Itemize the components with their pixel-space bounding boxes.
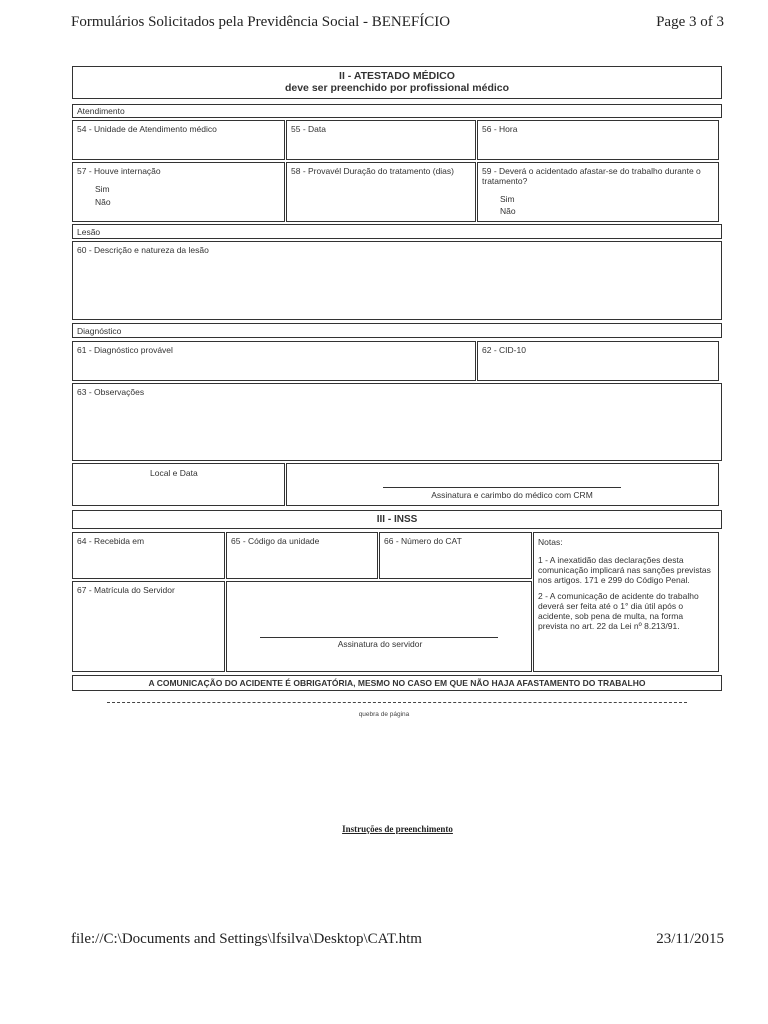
field-58[interactable] xyxy=(286,162,476,222)
section-3-title: III - INSS xyxy=(72,510,722,529)
section-2-title: II - ATESTADO MÉDICO xyxy=(339,70,455,82)
local-data-box[interactable] xyxy=(72,463,285,506)
section-2-subtitle: deve ser preenchido por profissional médico xyxy=(284,82,510,94)
field-61[interactable] xyxy=(72,341,476,381)
diagnostico-strip: Diagnóstico xyxy=(72,323,722,338)
field-54-label: 54 - Unidade de Atendimento médico xyxy=(77,124,217,134)
servidor-signature-box[interactable] xyxy=(226,581,532,672)
footer-date: 23/11/2015 xyxy=(656,931,724,947)
field-55-label: 55 - Data xyxy=(291,124,326,134)
footer-path: file://C:\Documents and Settings\lfsilva\Desktop\CAT.htm xyxy=(71,931,422,947)
field-67[interactable] xyxy=(72,581,225,672)
local-data-label: Local e Data xyxy=(150,468,198,478)
field-61-label: 61 - Diagnóstico provável xyxy=(77,345,173,355)
field-66[interactable] xyxy=(379,532,532,579)
field-58-label: 58 - Provavél Duração do tratamento (dias) xyxy=(291,166,454,176)
page-break-line xyxy=(107,702,687,703)
field-57[interactable] xyxy=(72,162,285,222)
lesao-strip: Lesão xyxy=(72,224,722,239)
field-56[interactable] xyxy=(477,120,719,160)
field-57-option-sim[interactable]: Sim xyxy=(95,184,110,194)
field-62[interactable] xyxy=(477,341,719,381)
medico-signature-label: Assinatura e carimbo do médico com CRM xyxy=(431,490,593,500)
note-2: 2 - A comunicação de acidente do trabalho deverá ser feita até o 1° dia útil após o acidente, sob pena de multa, na forma prevista no art. 22 da Lei nº 8.213/91. xyxy=(538,591,699,631)
field-60-label: 60 - Descrição e natureza da lesão xyxy=(77,245,209,255)
field-59-option-nao[interactable]: Não xyxy=(500,206,516,216)
medico-signature-line xyxy=(383,487,621,488)
field-65[interactable] xyxy=(226,532,378,579)
notes-box xyxy=(533,532,719,672)
page-number: Page 3 of 3 xyxy=(656,14,724,30)
field-60[interactable] xyxy=(72,241,722,320)
field-54[interactable] xyxy=(72,120,285,160)
field-65-label: 65 - Código da unidade xyxy=(231,536,320,546)
servidor-signature-line xyxy=(260,637,498,638)
note-1: 1 - A inexatidão das declarações desta comunicação implicará nas sanções previstas nos artigos. 171 e 299 do Código Penal. xyxy=(538,555,711,585)
field-56-label: 56 - Hora xyxy=(482,124,518,134)
field-62-label: 62 - CID-10 xyxy=(482,345,526,355)
page-header-title: Formulários Solicitados pela Previdência Social - BENEFÍCIO xyxy=(71,14,451,30)
section-2-title-box xyxy=(72,66,722,99)
field-57-option-nao[interactable]: Não xyxy=(95,197,111,207)
field-67-label: 67 - Matrícula do Servidor xyxy=(77,585,175,595)
instructions-heading: Instruções de preenchimento xyxy=(342,824,453,834)
notes-title: Notas: xyxy=(538,537,563,547)
field-63-label: 63 - Observações xyxy=(77,387,145,397)
field-59[interactable] xyxy=(477,162,719,222)
field-59-option-sim[interactable]: Sim xyxy=(500,194,515,204)
mandatory-notice: A COMUNICAÇÃO DO ACIDENTE É OBRIGATÓRIA, MESMO NO CASO EM QUE NÃO HAJA AFASTAMENTO DO TRABALHO xyxy=(72,675,722,691)
field-64-label: 64 - Recebida em xyxy=(77,536,145,546)
field-66-label: 66 - Número do CAT xyxy=(384,536,462,546)
field-59-label: 59 - Deverá o acidentado afastar-se do trabalho durante o tratamento? xyxy=(482,166,701,186)
field-57-label: 57 - Houve internação xyxy=(77,166,161,176)
atendimento-strip: Atendimento xyxy=(72,104,722,118)
page-break-label: quebra de página xyxy=(358,711,410,718)
field-64[interactable] xyxy=(72,532,225,579)
servidor-signature-label: Assinatura do servidor xyxy=(337,639,423,649)
medico-signature-box[interactable] xyxy=(286,463,719,506)
field-63[interactable] xyxy=(72,383,722,461)
field-55[interactable] xyxy=(286,120,476,160)
